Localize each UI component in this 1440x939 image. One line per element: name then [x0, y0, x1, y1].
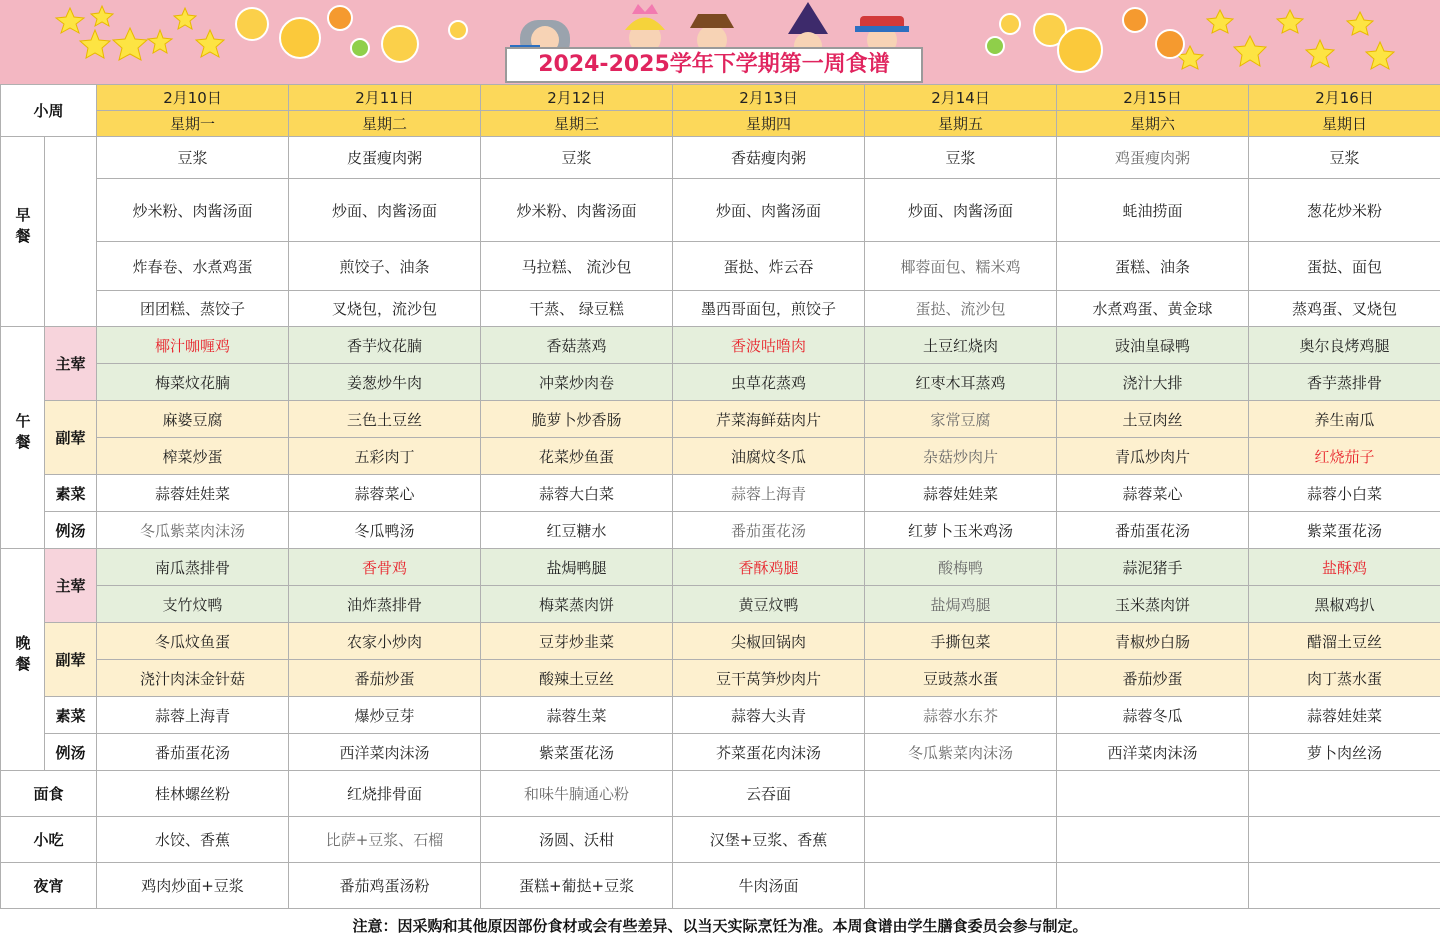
menu-cell: 红烧排骨面: [289, 771, 481, 817]
menu-cell: 豆干莴笋炒肉片: [673, 660, 865, 697]
menu-cell: 盐焗鸭腿: [481, 549, 673, 586]
menu-cell: 比萨+豆浆、石榴: [289, 817, 481, 863]
lunch-main-row: [1, 327, 1440, 364]
header-weekday-row: [1, 111, 1440, 137]
menu-cell: 青椒炒白肠: [1057, 623, 1249, 660]
snacks-row: [1, 817, 1440, 863]
lunch-main-row: [1, 364, 1440, 401]
menu-cell: 红枣木耳蒸鸡: [865, 364, 1057, 401]
menu-cell: 酸辣土豆丝: [481, 660, 673, 697]
menu-cell: 云吞面: [673, 771, 865, 817]
date-cell: 2月11日: [289, 85, 481, 111]
menu-cell: 梅菜蒸肉饼: [481, 586, 673, 623]
menu-cell: 红烧茄子: [1249, 438, 1440, 475]
menu-cell: 汉堡+豆浆、香蕉: [673, 817, 865, 863]
menu-cell: 蒜蓉水东芥: [865, 697, 1057, 734]
weekday-cell: 星期六: [1057, 111, 1249, 137]
breakfast-row: [1, 291, 1440, 327]
menu-cell: 黄豆炆鸭: [673, 586, 865, 623]
menu-cell: 豆豉蒸水蛋: [865, 660, 1057, 697]
dinner-soup-row: [1, 734, 1440, 771]
menu-cell: 蒜蓉大白菜: [481, 475, 673, 512]
menu-cell: 蛋挞、炸云吞: [673, 242, 865, 291]
section-text: 早餐: [13, 207, 32, 249]
menu-cell: 香芋炆花腩: [289, 327, 481, 364]
menu-cell: 榨菜炒蛋: [97, 438, 289, 475]
label-soup: 例汤: [45, 734, 97, 771]
menu-cell: 蒜蓉小白菜: [1249, 475, 1440, 512]
menu-cell: 蒜蓉大头青: [673, 697, 865, 734]
menu-cell: 肉丁蒸水蛋: [1249, 660, 1440, 697]
label-side: 副荤: [45, 401, 97, 475]
menu-cell: 青瓜炒肉片: [1057, 438, 1249, 475]
menu-cell: 盐酥鸡: [1249, 549, 1440, 586]
menu-cell: 蛋糕、油条: [1057, 242, 1249, 291]
menu-cell: 番茄鸡蛋汤粉: [289, 863, 481, 909]
menu-cell: 水煮鸡蛋、黄金球: [1057, 291, 1249, 327]
menu-cell: 马拉糕、 流沙包: [481, 242, 673, 291]
menu-cell: 蚝油捞面: [1057, 179, 1249, 242]
menu-cell: 养生南瓜: [1249, 401, 1440, 438]
menu-cell: 冬瓜鸭汤: [289, 512, 481, 549]
menu-cell: 豆浆: [97, 137, 289, 179]
menu-cell: 香骨鸡: [289, 549, 481, 586]
menu-cell: 蒸鸡蛋、叉烧包: [1249, 291, 1440, 327]
menu-cell: 番茄炒蛋: [1057, 660, 1249, 697]
menu-cell: 蒜蓉菜心: [1057, 475, 1249, 512]
menu-cell: 番茄蛋花汤: [97, 734, 289, 771]
section-label-noodles: 面食: [1, 771, 97, 817]
menu-cell: 香菇蒸鸡: [481, 327, 673, 364]
footer-note: 注意：因采购和其他原因部份食材或会有些差异、以当天实际烹饪为准。本周食谱由学生膳食委员会参与制定。: [352, 917, 1088, 935]
section-label-lunch: [1, 327, 45, 549]
menu-cell: 奥尔良烤鸡腿: [1249, 327, 1440, 364]
section-label-breakfast: [1, 137, 45, 327]
menu-cell: 椰汁咖喱鸡: [97, 327, 289, 364]
menu-table: [0, 84, 1440, 909]
dinner-main-row: [1, 549, 1440, 586]
menu-cell: 虫草花蒸鸡: [673, 364, 865, 401]
menu-cell: 墨西哥面包，煎饺子: [673, 291, 865, 327]
menu-cell: 浇汁大排: [1057, 364, 1249, 401]
label-veg: 素菜: [45, 475, 97, 512]
menu-cell: 炒米粉、肉酱汤面: [97, 179, 289, 242]
label-main: 主荤: [45, 327, 97, 401]
menu-cell: 蒜蓉上海青: [673, 475, 865, 512]
date-cell: 2月16日: [1249, 85, 1440, 111]
menu-cell: [865, 771, 1057, 817]
menu-cell: 香芋蒸排骨: [1249, 364, 1440, 401]
menu-cell: 牛肉汤面: [673, 863, 865, 909]
date-cell: 2月13日: [673, 85, 865, 111]
menu-cell: 炸春卷、水煮鸡蛋: [97, 242, 289, 291]
breakfast-row: [1, 179, 1440, 242]
date-cell: 2月10日: [97, 85, 289, 111]
menu-cell: 冬瓜紫菜肉沫汤: [97, 512, 289, 549]
menu-cell: 支竹炆鸭: [97, 586, 289, 623]
menu-cell: 蒜蓉冬瓜: [1057, 697, 1249, 734]
section-text: 午餐: [13, 413, 32, 455]
menu-cell: 醋溜土豆丝: [1249, 623, 1440, 660]
menu-cell: 土豆肉丝: [1057, 401, 1249, 438]
section-text: 晚餐: [13, 635, 32, 677]
menu-cell: 蒜泥猪手: [1057, 549, 1249, 586]
menu-cell: 杂菇炒肉片: [865, 438, 1057, 475]
menu-cell: 蛋挞、面包: [1249, 242, 1440, 291]
menu-cell: 番茄炒蛋: [289, 660, 481, 697]
menu-cell: 姜葱炒牛肉: [289, 364, 481, 401]
menu-cell: [865, 817, 1057, 863]
menu-cell: 麻婆豆腐: [97, 401, 289, 438]
menu-cell: 农家小炒肉: [289, 623, 481, 660]
menu-cell: 酸梅鸭: [865, 549, 1057, 586]
page-title: 2024-2025学年下学期第一周食谱: [505, 47, 923, 83]
header-banner: [0, 0, 1440, 84]
menu-cell: 叉烧包，流沙包: [289, 291, 481, 327]
dinner-side-row: [1, 623, 1440, 660]
dinner-veg-row: [1, 697, 1440, 734]
menu-cell: 蒜蓉菜心: [289, 475, 481, 512]
menu-cell: 鸡蛋瘦肉粥: [1057, 137, 1249, 179]
lunch-side-row: [1, 401, 1440, 438]
menu-cell: 香波咕噜肉: [673, 327, 865, 364]
dinner-side-row: [1, 660, 1440, 697]
date-cell: 2月15日: [1057, 85, 1249, 111]
menu-cell: 香酥鸡腿: [673, 549, 865, 586]
menu-cell: 西洋菜肉沫汤: [289, 734, 481, 771]
menu-cell: 芹菜海鲜菇肉片: [673, 401, 865, 438]
menu-cell: 紫菜蛋花汤: [1249, 512, 1440, 549]
dinner-main-row: [1, 586, 1440, 623]
menu-cell: 豆浆: [1249, 137, 1440, 179]
section-label-dinner: [1, 549, 45, 771]
menu-cell: 蒜蓉上海青: [97, 697, 289, 734]
menu-cell: 手撕包菜: [865, 623, 1057, 660]
menu-cell: 番茄蛋花汤: [1057, 512, 1249, 549]
label-veg: 素菜: [45, 697, 97, 734]
menu-cell: 豉油皇碌鸭: [1057, 327, 1249, 364]
weekday-cell: 星期三: [481, 111, 673, 137]
section-label-supper: 夜宵: [1, 863, 97, 909]
menu-cell: 豆浆: [865, 137, 1057, 179]
label-soup: 例汤: [45, 512, 97, 549]
menu-cell: 浇汁肉沫金针菇: [97, 660, 289, 697]
menu-cell: [1249, 771, 1440, 817]
noodles-row: [1, 771, 1440, 817]
section-label-snacks: 小吃: [1, 817, 97, 863]
menu-cell: 爆炒豆芽: [289, 697, 481, 734]
menu-cell: 芥菜蛋花肉沫汤: [673, 734, 865, 771]
menu-cell: 豆芽炒韭菜: [481, 623, 673, 660]
menu-cell: 蛋糕+葡挞+豆浆: [481, 863, 673, 909]
menu-cell: 香菇瘦肉粥: [673, 137, 865, 179]
menu-cell: 冬瓜炆鱼蛋: [97, 623, 289, 660]
date-cell: 2月14日: [865, 85, 1057, 111]
supper-row: [1, 863, 1440, 909]
menu-cell: 炒面、肉酱汤面: [865, 179, 1057, 242]
menu-cell: 煎饺子、油条: [289, 242, 481, 291]
corner-label: 小周: [1, 85, 97, 137]
menu-cell: 蒜蓉生菜: [481, 697, 673, 734]
menu-cell: 油腐炆冬瓜: [673, 438, 865, 475]
weekday-cell: 星期五: [865, 111, 1057, 137]
date-cell: 2月12日: [481, 85, 673, 111]
menu-cell: 汤圆、沃柑: [481, 817, 673, 863]
menu-cell: 油炸蒸排骨: [289, 586, 481, 623]
menu-cell: 花菜炒鱼蛋: [481, 438, 673, 475]
menu-cell: 冲菜炒肉卷: [481, 364, 673, 401]
menu-cell: 皮蛋瘦肉粥: [289, 137, 481, 179]
menu-cell: 尖椒回锅肉: [673, 623, 865, 660]
menu-cell: 炒面、肉酱汤面: [673, 179, 865, 242]
menu-cell: 葱花炒米粉: [1249, 179, 1440, 242]
menu-cell: 土豆红烧肉: [865, 327, 1057, 364]
breakfast-subcell: [45, 137, 97, 327]
menu-cell: [1249, 817, 1440, 863]
weekday-cell: 星期日: [1249, 111, 1440, 137]
menu-cell: 豆浆: [481, 137, 673, 179]
menu-cell: 鸡肉炒面+豆浆: [97, 863, 289, 909]
menu-cell: 蒜蓉娃娃菜: [1249, 697, 1440, 734]
breakfast-row: [1, 137, 1440, 179]
menu-cell: 和味牛腩通心粉: [481, 771, 673, 817]
weekday-cell: 星期二: [289, 111, 481, 137]
menu-cell: 冬瓜紫菜肉沫汤: [865, 734, 1057, 771]
breakfast-row: [1, 242, 1440, 291]
menu-cell: [1057, 817, 1249, 863]
menu-cell: 蛋挞、流沙包: [865, 291, 1057, 327]
menu-cell: 炒米粉、肉酱汤面: [481, 179, 673, 242]
lunch-veg-row: [1, 475, 1440, 512]
menu-cell: 南瓜蒸排骨: [97, 549, 289, 586]
menu-cell: 桂林螺丝粉: [97, 771, 289, 817]
header-date-row: [1, 85, 1440, 111]
menu-cell: 椰蓉面包、糯米鸡: [865, 242, 1057, 291]
menu-cell: 玉米蒸肉饼: [1057, 586, 1249, 623]
menu-cell: 炒面、肉酱汤面: [289, 179, 481, 242]
lunch-soup-row: [1, 512, 1440, 549]
menu-cell: [1249, 863, 1440, 909]
label-side: 副荤: [45, 623, 97, 697]
menu-cell: 五彩肉丁: [289, 438, 481, 475]
menu-cell: 盐焗鸡腿: [865, 586, 1057, 623]
menu-cell: 萝卜肉丝汤: [1249, 734, 1440, 771]
menu-cell: 脆萝卜炒香肠: [481, 401, 673, 438]
menu-cell: 西洋菜肉沫汤: [1057, 734, 1249, 771]
menu-cell: 家常豆腐: [865, 401, 1057, 438]
menu-cell: [1057, 863, 1249, 909]
menu-cell: 三色土豆丝: [289, 401, 481, 438]
label-main: 主荤: [45, 549, 97, 623]
menu-cell: 干蒸、 绿豆糕: [481, 291, 673, 327]
weekday-cell: 星期一: [97, 111, 289, 137]
menu-cell: 团团糕、蒸饺子: [97, 291, 289, 327]
weekday-cell: 星期四: [673, 111, 865, 137]
menu-cell: 蒜蓉娃娃菜: [865, 475, 1057, 512]
menu-cell: 红豆糖水: [481, 512, 673, 549]
menu-cell: [1057, 771, 1249, 817]
menu-cell: 红萝卜玉米鸡汤: [865, 512, 1057, 549]
menu-cell: 梅菜炆花腩: [97, 364, 289, 401]
menu-cell: [865, 863, 1057, 909]
menu-cell: 蒜蓉娃娃菜: [97, 475, 289, 512]
menu-cell: 紫菜蛋花汤: [481, 734, 673, 771]
menu-cell: 番茄蛋花汤: [673, 512, 865, 549]
menu-cell: 水饺、香蕉: [97, 817, 289, 863]
menu-cell: 黑椒鸡扒: [1249, 586, 1440, 623]
lunch-side-row: [1, 438, 1440, 475]
